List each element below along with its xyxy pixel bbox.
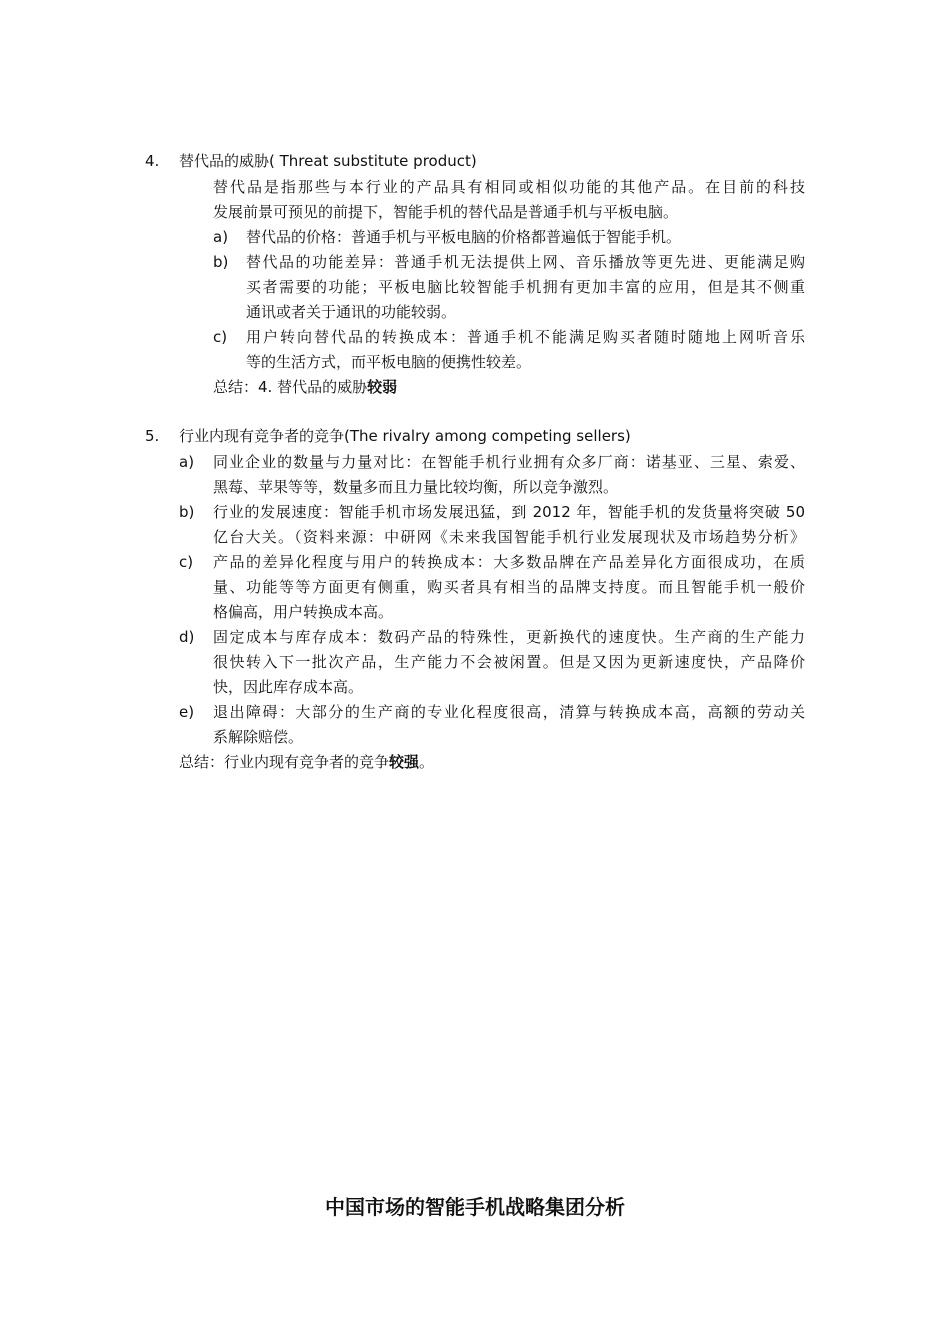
section-5-summary-emphasis: 较强 xyxy=(389,753,420,771)
section-5-item-c-line-3: 格偏高，用户转换成本高。 xyxy=(213,603,394,621)
section-4-item-b-line-2: 买者需要的功能；平板电脑比较智能手机拥有更加丰富的应用，但是其不侧重 xyxy=(246,278,805,296)
section-5-item-e-line-2: 系解除赔偿。 xyxy=(213,728,304,746)
section-4-intro-line-1: 替代品是指那些与本行业的产品具有相同或相似功能的其他产品。在目前的科技 xyxy=(213,178,805,196)
section-5-heading: 行业内现有竞争者的竞争(The rivalry among competing sellers) xyxy=(179,427,631,445)
section-5-item-a-marker: a) xyxy=(179,453,195,471)
section-4-item-a-marker: a) xyxy=(213,228,229,246)
section-4-item-b-line-3: 通讯或者关于通讯的功能较弱。 xyxy=(246,303,457,321)
section-5-item-d-marker: d) xyxy=(179,628,195,646)
section-5-item-d-line-3: 快，因此库存成本高。 xyxy=(213,678,364,696)
section-4-intro-line-2: 发展前景可预见的前提下，智能手机的替代品是普通手机与平板电脑。 xyxy=(213,203,679,221)
section-5-summary-text: 总结：行业内现有竞争者的竞争 xyxy=(179,753,390,771)
section-4-item-b-line-1: 替代品的功能差异：普通手机无法提供上网、音乐播放等更先进、更能满足购 xyxy=(246,253,805,271)
section-5-item-b-line-2: 亿台大关。（资料来源：中研网《未来我国智能手机行业发展现状及市场趋势分析》 xyxy=(213,528,805,546)
section-5-number: 5. xyxy=(145,427,160,445)
section-5-item-d-line-2: 很快转入下一批次产品，生产能力不会被闲置。但是又因为更新速度快，产品降价 xyxy=(213,653,805,671)
section-4-item-a-line-1: 替代品的价格：普通手机与平板电脑的价格都普遍低于智能手机。 xyxy=(246,228,682,246)
section-4-summary xyxy=(213,375,397,399)
next-section-title: 中国市场的智能手机战略集团分析 xyxy=(325,1195,625,1219)
section-5-summary-end: 。 xyxy=(419,753,435,771)
section-4-heading: 替代品的威胁( Threat substitute product) xyxy=(179,152,477,170)
section-4-summary-emphasis: 较弱 xyxy=(367,378,398,396)
section-4-summary-text: 总结：4. 替代品的威胁 xyxy=(213,378,368,396)
section-5-item-a-line-2: 黑莓、苹果等等，数量多而且力量比较均衡，所以竞争激烈。 xyxy=(213,478,619,496)
section-4-item-c-marker: c) xyxy=(213,328,228,346)
section-4-number: 4. xyxy=(145,152,160,170)
section-5-item-b-marker: b) xyxy=(179,503,195,521)
section-5-item-b-line-1: 行业的发展速度：智能手机市场发展迅猛，到 2012 年，智能手机的发货量将突破 50 xyxy=(213,503,805,521)
section-5-item-c-marker: c) xyxy=(179,553,194,571)
section-4-item-c-line-1: 用户转向替代品的转换成本：普通手机不能满足购买者随时随地上网听音乐 xyxy=(246,328,805,346)
section-5-item-c-line-2: 量、功能等等方面更有侧重，购买者具有相当的品牌支持度。而且智能手机一般价 xyxy=(213,578,805,596)
section-4-item-b-marker: b) xyxy=(213,253,229,271)
section-5-item-e-marker: e) xyxy=(179,703,195,721)
section-5-item-a-line-1: 同业企业的数量与力量对比：在智能手机行业拥有众多厂商：诺基亚、三星、索爱、 xyxy=(213,453,805,471)
section-5-item-d-line-1: 固定成本与库存成本：数码产品的特殊性，更新换代的速度快。生产商的生产能力 xyxy=(213,628,805,646)
section-5-item-c-line-1: 产品的差异化程度与用户的转换成本：大多数品牌在产品差异化方面很成功，在质 xyxy=(213,553,805,571)
section-4-item-c-line-2: 等的生活方式，而平板电脑的便携性较差。 xyxy=(246,353,532,371)
section-5-summary xyxy=(179,750,434,774)
section-5-item-e-line-1: 退出障碍：大部分的生产商的专业化程度很高，清算与转换成本高，高额的劳动关 xyxy=(213,703,805,721)
